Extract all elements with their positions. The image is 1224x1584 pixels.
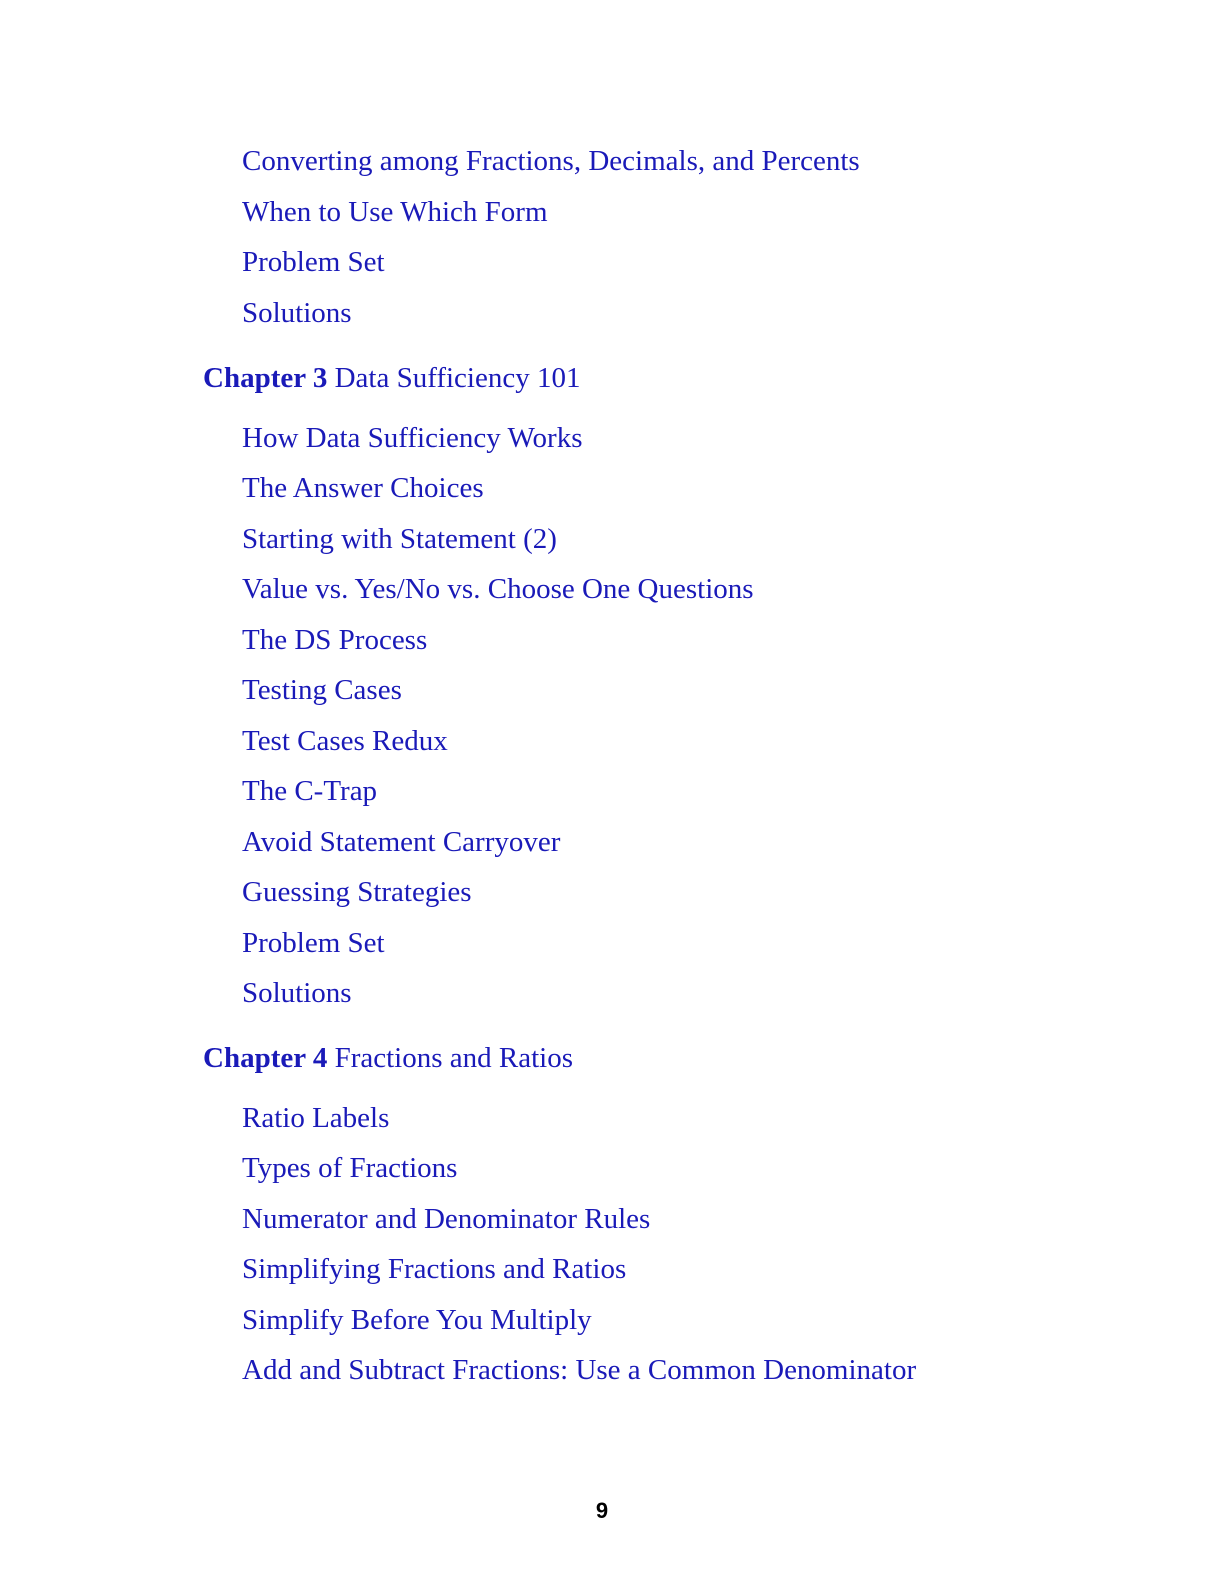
chapter-4-heading[interactable] [203, 1040, 573, 1076]
toc-link-guessing-strategies[interactable]: Guessing Strategies [242, 876, 472, 908]
toc-link-testing-cases[interactable]: Testing Cases [242, 674, 402, 706]
chapter-4-title: Fractions and Ratios [334, 1042, 573, 1074]
toc-link-simplify-before-multiply[interactable]: Simplify Before You Multiply [242, 1304, 592, 1336]
toc-link-add-subtract-fractions[interactable]: Add and Subtract Fractions: Use a Common Denominator [242, 1354, 917, 1386]
toc-link-test-cases-redux[interactable]: Test Cases Redux [242, 725, 448, 757]
toc-link-when-to-use[interactable]: When to Use Which Form [242, 196, 548, 228]
toc-link-c-trap[interactable]: The C-Trap [242, 775, 378, 807]
toc-link-ds-process[interactable]: The DS Process [242, 624, 428, 656]
toc-link-answer-choices[interactable]: The Answer Choices [242, 472, 484, 504]
toc-link-solutions[interactable]: Solutions [242, 297, 352, 329]
toc-link-starting-statement-2[interactable]: Starting with Statement (2) [242, 523, 557, 555]
toc-link-numerator-denominator-rules[interactable]: Numerator and Denominator Rules [242, 1203, 651, 1235]
page-number: 9 [595, 1498, 609, 1523]
toc-link-simplifying-fractions[interactable]: Simplifying Fractions and Ratios [242, 1253, 627, 1285]
toc-link-how-ds-works[interactable]: How Data Sufficiency Works [242, 422, 583, 454]
chapter-3-heading[interactable] [203, 360, 580, 396]
toc-link-ratio-labels[interactable]: Ratio Labels [242, 1102, 390, 1134]
chapter-4-label: Chapter 4 [203, 1042, 328, 1074]
toc-link-ch3-solutions[interactable]: Solutions [242, 977, 352, 1009]
toc-link-types-of-fractions[interactable]: Types of Fractions [242, 1152, 458, 1184]
chapter-3-label: Chapter 3 [203, 362, 328, 394]
toc-link-ch3-problem-set[interactable]: Problem Set [242, 927, 385, 959]
toc-link-statement-carryover[interactable]: Avoid Statement Carryover [242, 826, 561, 858]
chapter-3-title: Data Sufficiency 101 [334, 362, 581, 394]
toc-link-converting[interactable]: Converting among Fractions, Decimals, and Percents [242, 145, 860, 177]
toc-link-problem-set[interactable]: Problem Set [242, 246, 385, 278]
toc-link-value-yes-no[interactable]: Value vs. Yes/No vs. Choose One Questions [242, 573, 754, 605]
